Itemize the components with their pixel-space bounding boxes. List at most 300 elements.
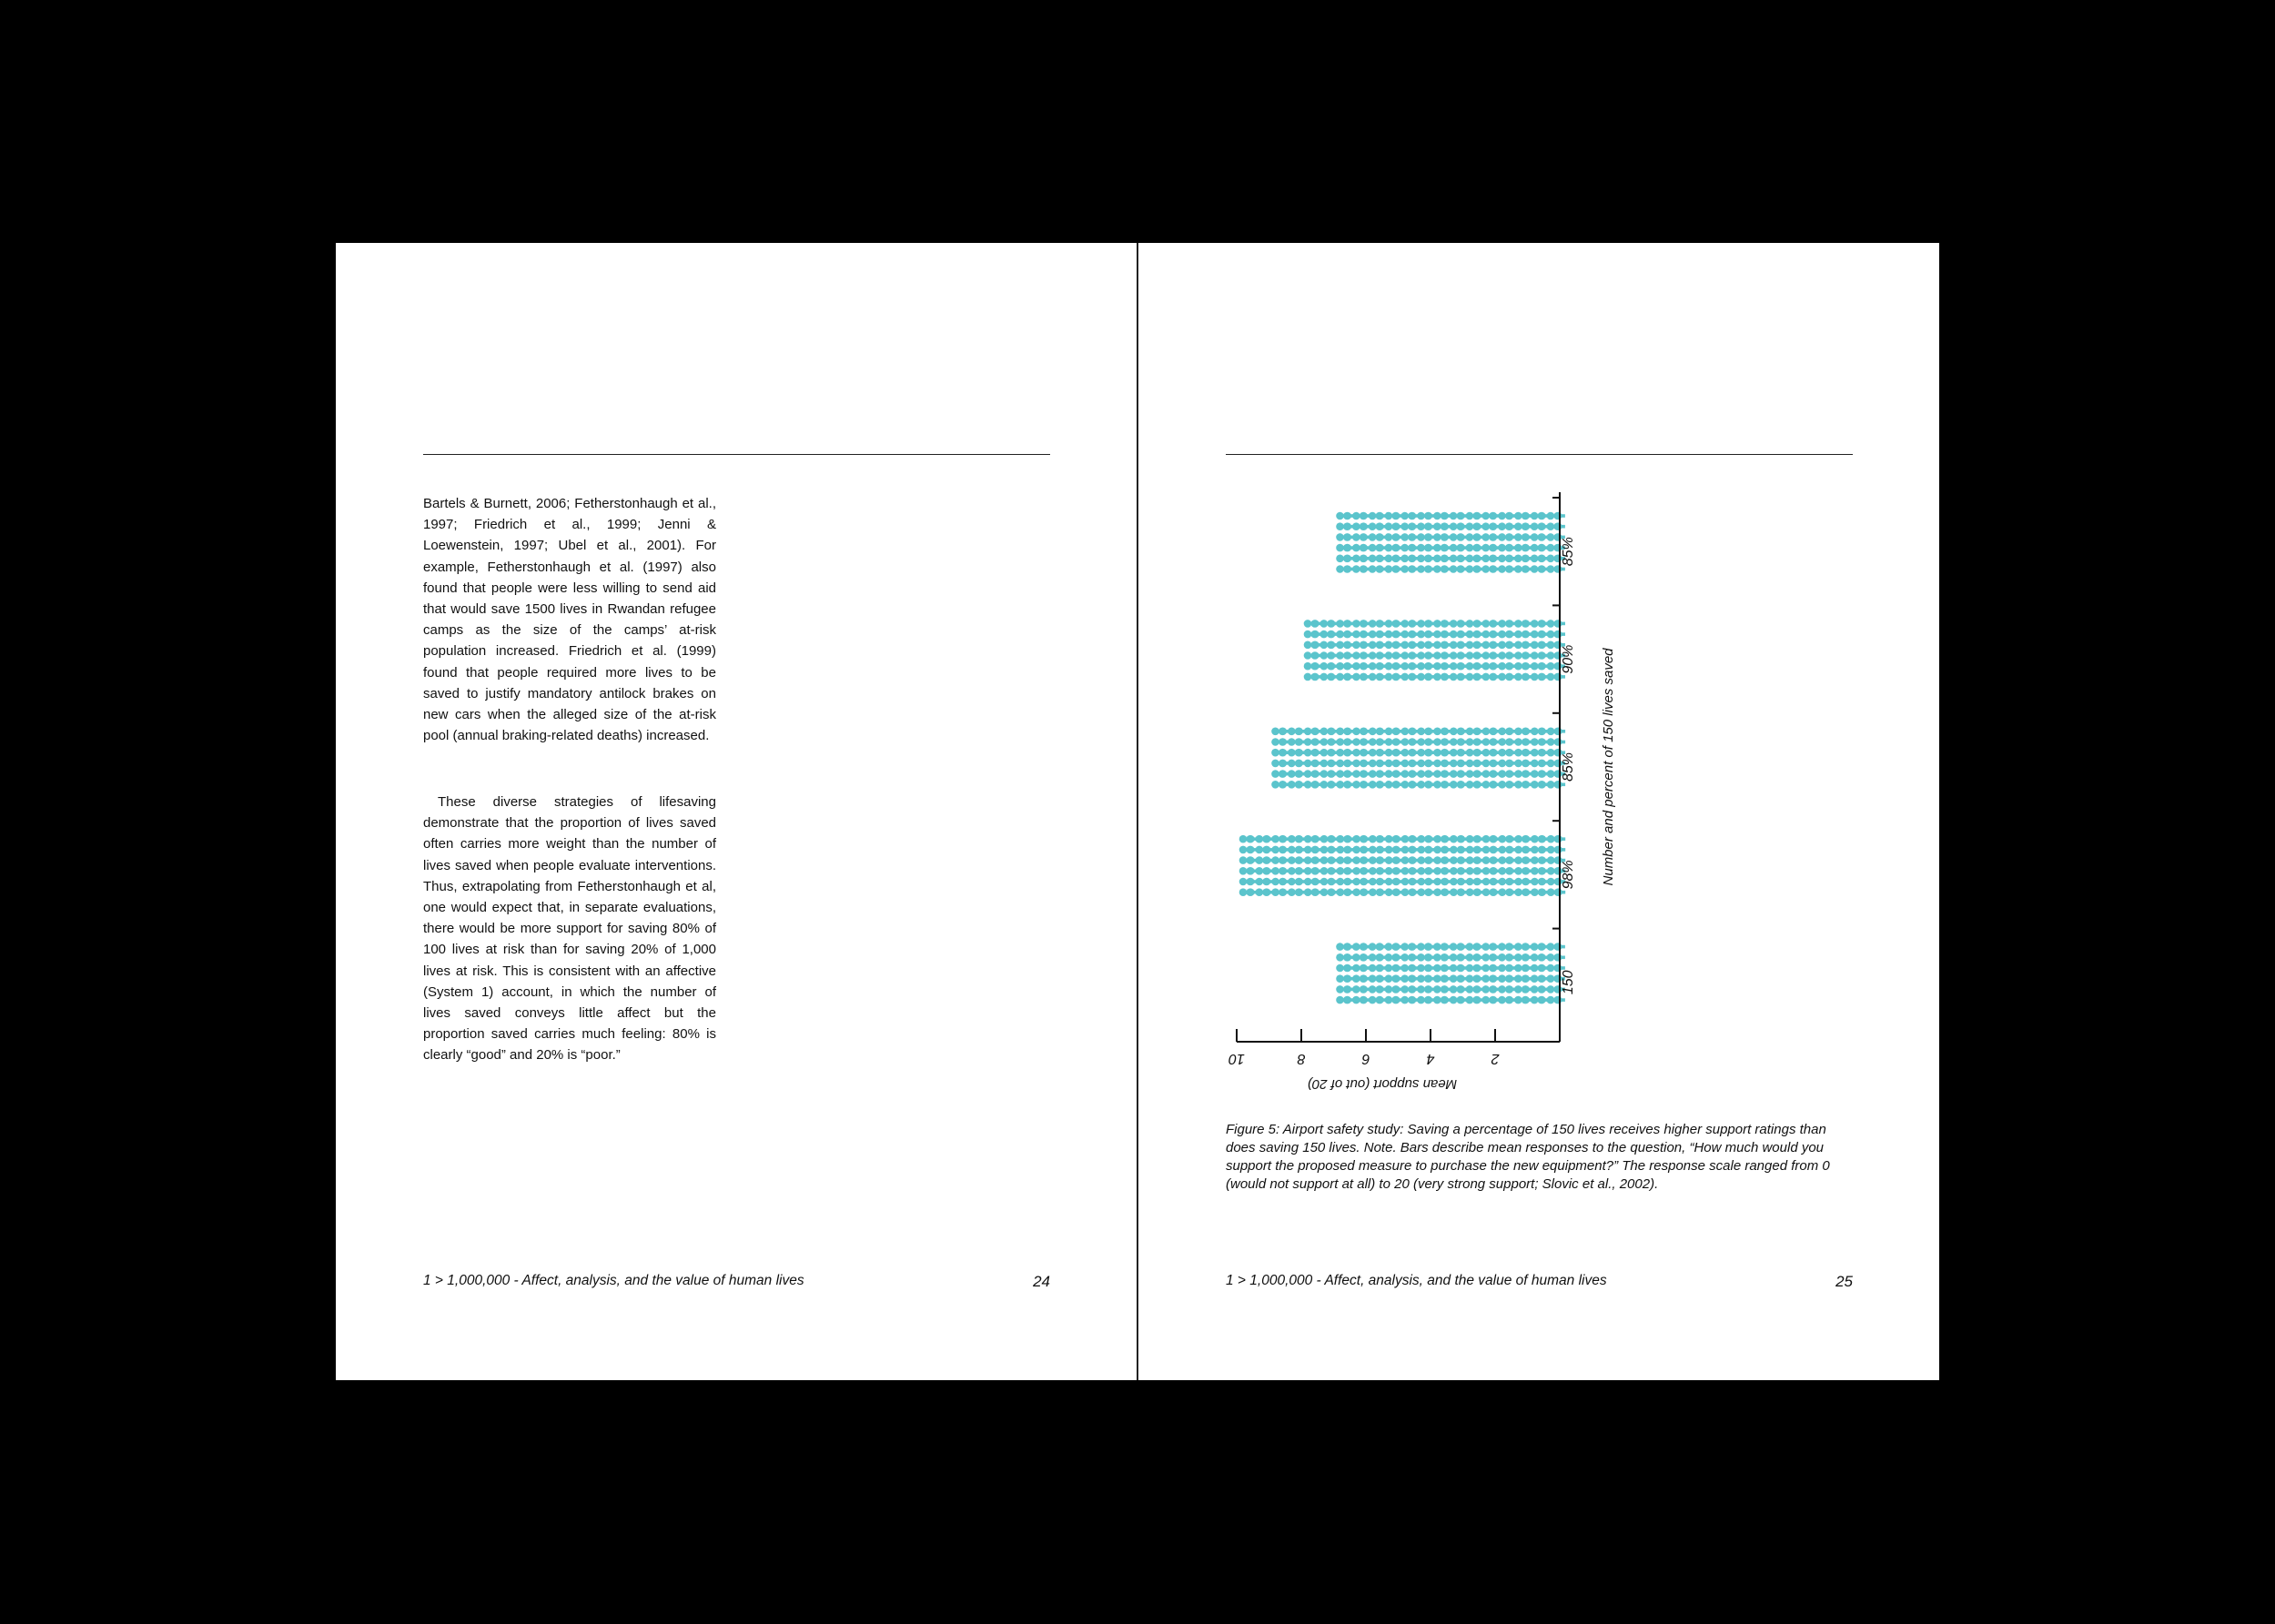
person-icon	[1481, 533, 1500, 541]
person-icon	[1466, 630, 1484, 639]
person-icon	[1498, 964, 1516, 973]
person-icon	[1352, 544, 1370, 552]
person-icon	[1352, 964, 1370, 973]
person-icon	[1352, 781, 1370, 789]
person-icon	[1320, 673, 1339, 681]
person-icon	[1337, 878, 1355, 886]
person-icon	[1450, 781, 1468, 789]
person-icon	[1417, 985, 1435, 994]
person-icon	[1482, 781, 1501, 789]
person-icon	[1481, 943, 1500, 951]
person-icon	[1369, 856, 1387, 864]
person-icon	[1466, 512, 1484, 520]
person-icon	[1369, 651, 1387, 660]
person-icon	[1320, 835, 1339, 843]
person-icon	[1417, 544, 1435, 552]
person-icon	[1514, 641, 1532, 650]
person-icon	[1531, 953, 1549, 962]
body-paragraph-2	[423, 792, 716, 1066]
person-icon	[1417, 781, 1435, 789]
person-icon	[1304, 620, 1322, 628]
person-icon	[1352, 760, 1370, 768]
person-icon	[1433, 867, 1451, 875]
person-icon	[1352, 641, 1370, 650]
person-icon	[1336, 662, 1354, 671]
person-icon	[1418, 888, 1436, 896]
person-icon	[1450, 544, 1468, 552]
person-icon	[1531, 630, 1549, 639]
person-icon	[1450, 888, 1468, 896]
person-icon	[1450, 555, 1468, 563]
person-icon	[1531, 846, 1549, 854]
person-icon	[1336, 781, 1354, 789]
person-icon	[1481, 964, 1500, 973]
person-icon	[1320, 738, 1339, 746]
person-icon	[1369, 770, 1387, 778]
person-icon	[1531, 888, 1549, 896]
person-icon	[1498, 953, 1516, 962]
person-icon	[1514, 867, 1532, 875]
person-icon	[1433, 728, 1451, 736]
person-icon	[1385, 953, 1403, 962]
person-icon	[1320, 846, 1339, 854]
person-icon	[1433, 533, 1451, 541]
person-icon	[1481, 512, 1500, 520]
person-icon	[1336, 953, 1354, 962]
person-icon	[1531, 662, 1549, 671]
person-icon	[1271, 728, 1289, 736]
running-title: 1 > 1,000,000 - Affect, analysis, and the value of human lives	[423, 1273, 804, 1288]
person-icon	[1433, 781, 1451, 789]
person-icon	[1433, 673, 1451, 681]
person-icon	[1401, 620, 1420, 628]
person-icon	[1385, 781, 1403, 789]
person-icon	[1466, 996, 1484, 1004]
person-icon	[1531, 974, 1549, 983]
person-icon	[1498, 770, 1516, 778]
person-icon	[1401, 662, 1420, 671]
left-page	[336, 243, 1137, 1380]
person-icon	[1531, 964, 1549, 973]
person-icon	[1352, 728, 1370, 736]
person-icon	[1288, 867, 1306, 875]
person-icon	[1466, 953, 1484, 962]
person-icon	[1481, 555, 1500, 563]
person-icon	[1288, 878, 1306, 886]
person-icon	[1239, 846, 1258, 854]
person-icon	[1385, 738, 1403, 746]
person-icon	[1482, 651, 1501, 660]
person-icon	[1433, 996, 1451, 1004]
person-icon	[1369, 565, 1387, 573]
person-icon	[1418, 835, 1436, 843]
person-icon	[1498, 651, 1516, 660]
person-icon	[1320, 856, 1339, 864]
person-icon	[1369, 964, 1387, 973]
person-icon	[1531, 943, 1549, 951]
person-icon	[1369, 641, 1387, 650]
person-icon	[1369, 760, 1387, 768]
person-icon	[1482, 835, 1501, 843]
person-icon	[1418, 867, 1436, 875]
person-icon	[1352, 749, 1370, 757]
person-icon	[1352, 878, 1370, 886]
airport-safety-chart	[1138, 243, 1939, 1107]
person-icon	[1514, 953, 1532, 962]
person-icon	[1514, 565, 1532, 573]
person-icon	[1385, 630, 1403, 639]
category-label: 90%	[1561, 644, 1576, 674]
person-icon	[1352, 738, 1370, 746]
person-icon	[1450, 620, 1468, 628]
person-icon	[1466, 738, 1484, 746]
person-icon	[1320, 878, 1339, 886]
person-icon	[1385, 673, 1403, 681]
person-icon	[1433, 522, 1451, 530]
person-icon	[1304, 728, 1322, 736]
person-icon	[1288, 728, 1306, 736]
person-icon	[1336, 651, 1354, 660]
person-icon	[1352, 533, 1370, 541]
person-icon	[1369, 738, 1387, 746]
person-icon	[1401, 846, 1420, 854]
person-icon	[1417, 620, 1435, 628]
person-icon	[1482, 630, 1501, 639]
person-icon	[1531, 738, 1549, 746]
person-icon	[1498, 728, 1516, 736]
person-icon	[1288, 738, 1306, 746]
person-icon	[1336, 996, 1354, 1004]
person-icon	[1514, 974, 1532, 983]
person-icon	[1514, 835, 1532, 843]
person-icon	[1369, 846, 1387, 854]
person-icon	[1531, 867, 1549, 875]
person-icon	[1450, 512, 1468, 520]
person-icon	[1481, 985, 1500, 994]
person-icon	[1256, 856, 1274, 864]
person-icon	[1239, 878, 1258, 886]
person-icon	[1514, 781, 1532, 789]
person-icon	[1547, 835, 1565, 843]
person-icon	[1466, 846, 1484, 854]
person-icon	[1450, 522, 1468, 530]
person-icon	[1400, 565, 1419, 573]
person-icon	[1417, 728, 1435, 736]
person-icon	[1288, 888, 1306, 896]
person-icon	[1385, 749, 1403, 757]
person-icon	[1450, 565, 1468, 573]
person-icon	[1369, 728, 1387, 736]
bar	[1271, 728, 1565, 789]
person-icon	[1433, 888, 1451, 896]
person-icon	[1369, 749, 1387, 757]
person-icon	[1514, 749, 1532, 757]
person-icon	[1498, 620, 1516, 628]
person-icon	[1433, 856, 1451, 864]
person-icon	[1482, 641, 1501, 650]
paragraph-text: Bartels & Burnett, 2006; Fetherstonhaugh et al., 1997; Friedrich et al., 1999; Jenni & Loewenstein, 1997; Ubel et al., 2001). For example, Fetherstonhaugh et al. (1997) also found that people were less willing to send aid that would save 1500 lives in Rwandan refugee camps as the size of the camps’ at-risk population increased. Friedrich et al. (1999) found that people required more lives to be saved to justify mandatory antilock brakes on new cars when the alleged size of the at-risk pool (annual braking-related deaths) increased.	[423, 496, 716, 744]
person-icon	[1369, 835, 1387, 843]
figure-caption: Figure 5: Airport safety study: Saving a percentage of 150 lives receives higher support ratings than does saving 150 lives. Note. Bars describe mean responses to the question, “How much would you support the proposed measure to purchase the new equipment?” The response scale ranged from 0 (would not support at all) to 20 (very strong support; Slovic et al., 2002).	[1226, 1122, 1830, 1192]
person-icon	[1288, 770, 1306, 778]
person-icon	[1547, 846, 1565, 854]
person-icon	[1337, 846, 1355, 854]
person-icon	[1433, 846, 1451, 854]
person-icon	[1433, 770, 1451, 778]
person-icon	[1466, 620, 1484, 628]
person-icon	[1433, 738, 1451, 746]
person-icon	[1271, 846, 1289, 854]
person-icon	[1304, 878, 1322, 886]
person-icon	[1336, 512, 1354, 520]
person-icon	[1417, 512, 1435, 520]
person-icon	[1288, 781, 1306, 789]
x-tick-label: 4	[1426, 1051, 1435, 1066]
person-icon	[1498, 738, 1516, 746]
person-icon	[1320, 867, 1339, 875]
person-icon	[1320, 641, 1339, 650]
person-icon	[1304, 738, 1322, 746]
x-tick-label: 8	[1297, 1051, 1306, 1066]
person-icon	[1466, 781, 1484, 789]
person-icon	[1531, 522, 1549, 530]
person-icon	[1385, 641, 1403, 650]
person-icon	[1482, 620, 1501, 628]
person-icon	[1369, 555, 1387, 563]
person-icon	[1401, 738, 1420, 746]
person-icon	[1481, 996, 1500, 1004]
person-icon	[1466, 565, 1484, 573]
person-icon	[1433, 760, 1451, 768]
person-icon	[1466, 555, 1484, 563]
person-icon	[1239, 835, 1258, 843]
person-icon	[1481, 974, 1500, 983]
person-icon	[1400, 555, 1419, 563]
person-icon	[1385, 728, 1403, 736]
person-icon	[1498, 555, 1516, 563]
person-icon	[1481, 565, 1500, 573]
person-icon	[1417, 760, 1435, 768]
person-icon	[1482, 749, 1501, 757]
person-icon	[1514, 888, 1532, 896]
person-icon	[1531, 985, 1549, 994]
person-icon	[1499, 856, 1517, 864]
person-icon	[1498, 943, 1516, 951]
person-icon	[1450, 943, 1468, 951]
person-icon	[1369, 673, 1387, 681]
person-icon	[1450, 760, 1468, 768]
person-icon	[1271, 749, 1289, 757]
person-icon	[1304, 846, 1322, 854]
person-icon	[1369, 888, 1387, 896]
person-icon	[1466, 760, 1484, 768]
person-icon	[1466, 641, 1484, 650]
person-icon	[1385, 522, 1403, 530]
person-icon	[1271, 878, 1289, 886]
person-icon	[1481, 544, 1500, 552]
person-icon	[1450, 985, 1468, 994]
person-icon	[1433, 953, 1451, 962]
person-icon	[1498, 673, 1516, 681]
person-icon	[1369, 985, 1387, 994]
person-icon	[1499, 888, 1517, 896]
person-icon	[1433, 565, 1451, 573]
person-icon	[1271, 835, 1289, 843]
person-icon	[1271, 770, 1289, 778]
person-icon	[1336, 641, 1354, 650]
person-icon	[1498, 760, 1516, 768]
person-icon	[1433, 630, 1451, 639]
person-icon	[1531, 512, 1549, 520]
person-icon	[1271, 760, 1289, 768]
person-icon	[1401, 867, 1420, 875]
person-icon	[1352, 522, 1370, 530]
person-icon	[1352, 512, 1370, 520]
category-label: 98%	[1561, 860, 1576, 890]
person-icon	[1481, 953, 1500, 962]
person-icon	[1336, 533, 1354, 541]
person-icon	[1352, 770, 1370, 778]
person-icon	[1498, 522, 1516, 530]
person-icon	[1401, 878, 1420, 886]
header-rule	[423, 454, 1050, 455]
person-icon	[1433, 555, 1451, 563]
person-icon	[1385, 846, 1403, 854]
person-icon	[1514, 630, 1532, 639]
person-icon	[1417, 749, 1435, 757]
person-icon	[1385, 770, 1403, 778]
person-icon	[1450, 749, 1468, 757]
person-icon	[1256, 835, 1274, 843]
person-icon	[1514, 856, 1532, 864]
person-icon	[1466, 878, 1484, 886]
person-icon	[1547, 728, 1565, 736]
person-icon	[1482, 856, 1501, 864]
page-number: 24	[1033, 1273, 1050, 1290]
person-icon	[1401, 760, 1420, 768]
person-icon	[1433, 620, 1451, 628]
bar	[1336, 943, 1565, 1004]
person-icon	[1336, 770, 1354, 778]
person-icon	[1385, 662, 1403, 671]
person-icon	[1433, 985, 1451, 994]
person-icon	[1514, 996, 1532, 1004]
person-icon	[1499, 846, 1517, 854]
person-icon	[1385, 878, 1403, 886]
person-icon	[1336, 544, 1354, 552]
person-icon	[1433, 943, 1451, 951]
person-icon	[1450, 964, 1468, 973]
person-icon	[1304, 651, 1322, 660]
person-icon	[1304, 641, 1322, 650]
person-icon	[1401, 630, 1420, 639]
right-page	[1138, 243, 1939, 1380]
person-icon	[1482, 878, 1501, 886]
person-icon	[1352, 974, 1370, 983]
person-icon	[1369, 996, 1387, 1004]
person-icon	[1450, 641, 1468, 650]
person-icon	[1336, 565, 1354, 573]
page-number: 25	[1835, 1273, 1853, 1290]
person-icon	[1336, 630, 1354, 639]
person-icon	[1531, 544, 1549, 552]
bar	[1239, 835, 1566, 896]
person-icon	[1400, 533, 1419, 541]
person-icon	[1466, 522, 1484, 530]
person-icon	[1514, 512, 1532, 520]
person-icon	[1531, 555, 1549, 563]
person-icon	[1336, 964, 1354, 973]
person-icon	[1369, 974, 1387, 983]
person-icon	[1385, 651, 1403, 660]
person-icon	[1450, 533, 1468, 541]
person-icon	[1417, 555, 1435, 563]
person-icon	[1547, 522, 1565, 530]
x-tick-label: 10	[1228, 1051, 1245, 1066]
person-icon	[1450, 630, 1468, 639]
person-icon	[1433, 651, 1451, 660]
person-icon	[1369, 878, 1387, 886]
person-icon	[1400, 964, 1419, 973]
person-icon	[1288, 856, 1306, 864]
person-icon	[1450, 953, 1468, 962]
person-icon	[1482, 846, 1501, 854]
person-icon	[1531, 641, 1549, 650]
person-icon	[1417, 964, 1435, 973]
person-icon	[1531, 835, 1549, 843]
person-icon	[1466, 856, 1484, 864]
person-icon	[1304, 867, 1322, 875]
person-icon	[1498, 533, 1516, 541]
person-icon	[1450, 846, 1468, 854]
person-icon	[1304, 888, 1322, 896]
person-icon	[1450, 728, 1468, 736]
person-icon	[1239, 856, 1258, 864]
person-icon	[1369, 544, 1387, 552]
person-icon	[1385, 985, 1403, 994]
person-icon	[1400, 953, 1419, 962]
person-icon	[1433, 835, 1451, 843]
person-icon	[1450, 974, 1468, 983]
person-icon	[1514, 651, 1532, 660]
person-icon	[1336, 728, 1354, 736]
person-icon	[1450, 662, 1468, 671]
person-icon	[1514, 533, 1532, 541]
person-icon	[1288, 835, 1306, 843]
person-icon	[1547, 943, 1565, 951]
person-icon	[1417, 533, 1435, 541]
person-icon	[1256, 888, 1274, 896]
person-icon	[1531, 673, 1549, 681]
person-icon	[1352, 888, 1370, 896]
person-icon	[1514, 846, 1532, 854]
person-icon	[1466, 651, 1484, 660]
person-icon	[1418, 856, 1436, 864]
person-icon	[1239, 867, 1258, 875]
person-icon	[1433, 964, 1451, 973]
person-icon	[1531, 533, 1549, 541]
person-icon	[1450, 651, 1468, 660]
person-icon	[1304, 662, 1322, 671]
person-icon	[1531, 781, 1549, 789]
person-icon	[1531, 760, 1549, 768]
person-icon	[1531, 856, 1549, 864]
person-icon	[1400, 974, 1419, 983]
person-icon	[1256, 867, 1274, 875]
person-icon	[1369, 781, 1387, 789]
person-icon	[1400, 943, 1419, 951]
person-icon	[1547, 996, 1565, 1004]
